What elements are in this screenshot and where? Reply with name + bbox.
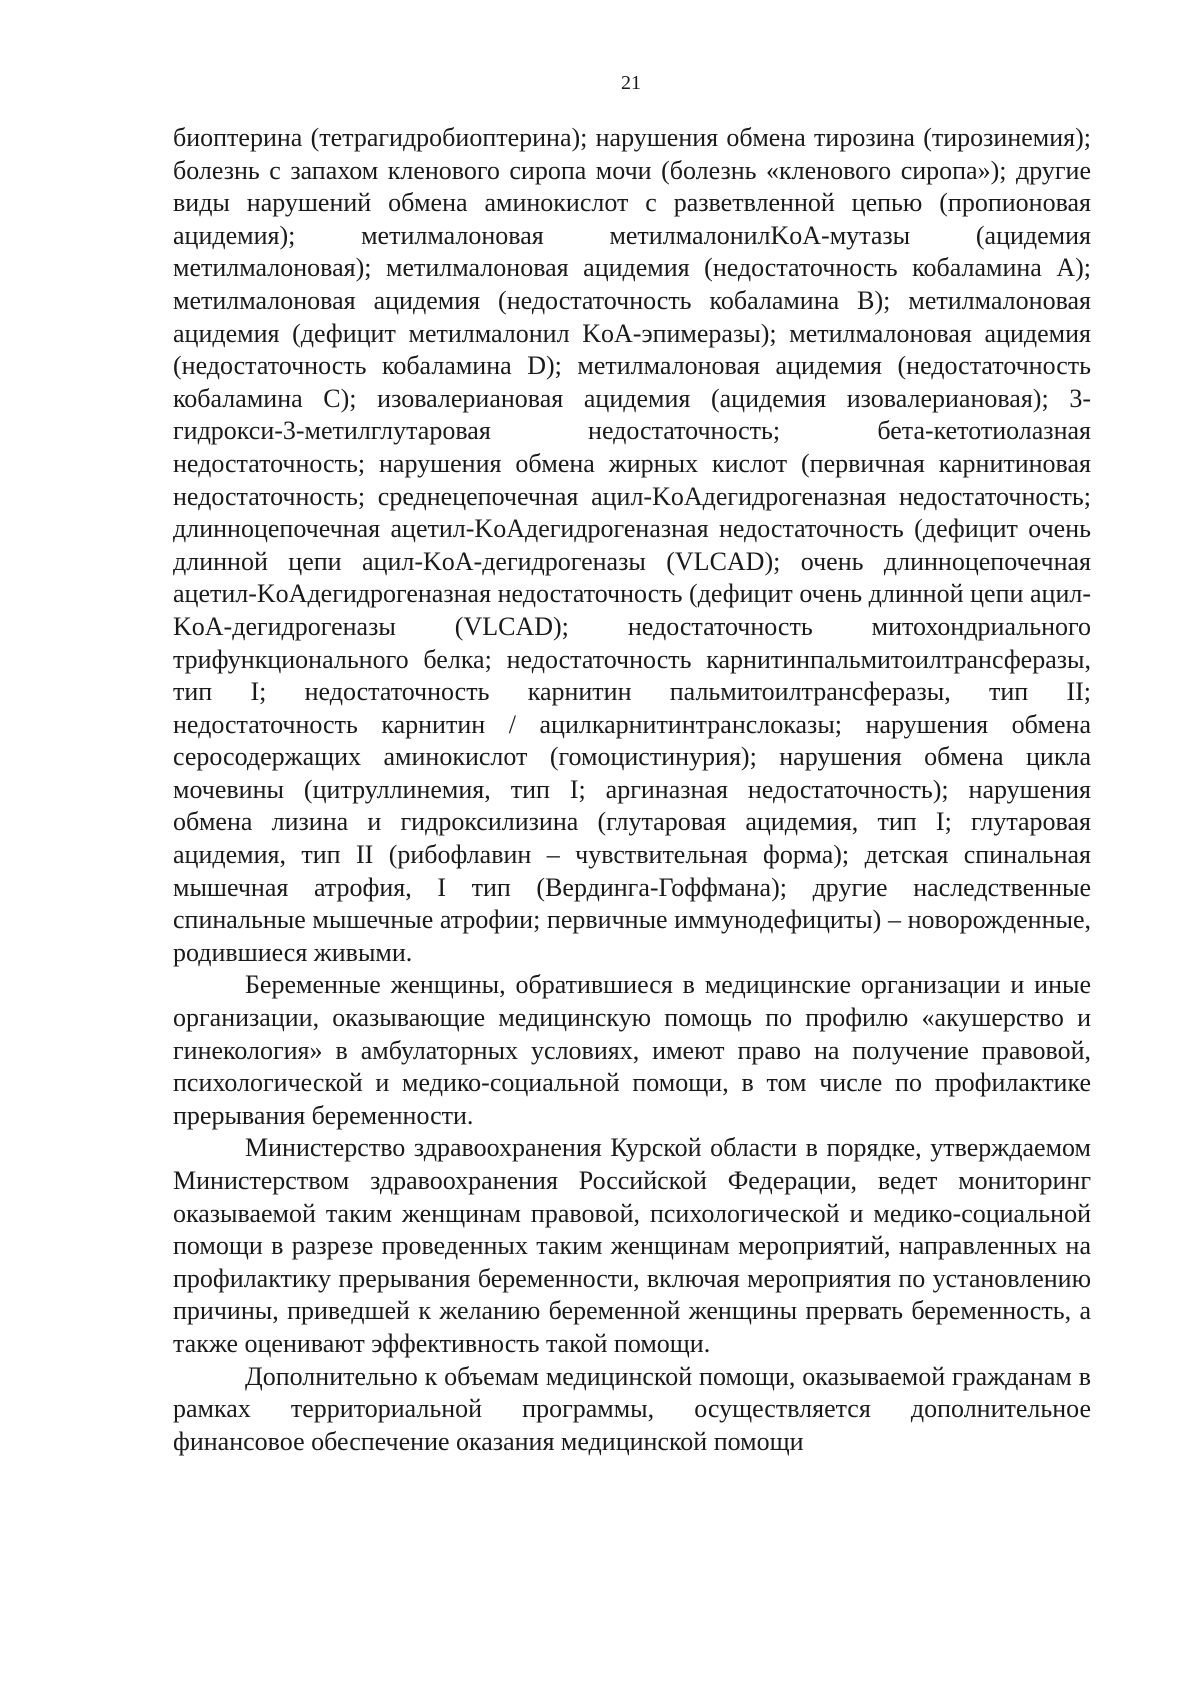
paragraph-pregnant-women: Беременные женщины, обратившиеся в медицинские организации и иные организации, оказывающие медицинскую помощь по профилю «акушерство и гинекология» в амбулаторных условиях, имеют право на получение правовой, психологической и медико-социальной помощи, в том числе по профилактике прерывания беременности. (173, 970, 1091, 1130)
paragraph-ministry-monitoring: Министерство здравоохранения Курской области в порядке, утверждаемом Министерством здравоохранения Российской Федерации, ведет мониторинг оказываемой таким женщинам правовой, психологической и медико-социальной помощи в разрезе проведенных таким женщинам мероприятий, направленных на профилактику прерывания беременности, включая мероприятия по установлению причины, приведшей к желанию беременной женщины прервать беременность, а также оценивают эффективность такой помощи. (173, 1133, 1091, 1358)
page-number: 21 (621, 72, 641, 94)
paragraph-additional-funding: Дополнительно к объемам медицинской помощи, оказываемой гражданам в рамках территориальной программы, осуществляется дополнительное финансовое обеспечение оказания медицинской помощи (173, 1361, 1091, 1456)
paragraph-continuation: биоптерина (тетрагидробиоптерина); нарушения обмена тирозина (тирозинемия); болезнь с запахом кленового сиропа мочи (болезнь «кленового сиропа»); другие виды нарушений обмена аминокислот с разветвленной цепью (пропионовая ацидемия); метилмалоновая метилмалонилKoA-мутазы (ацидемия метилмалоновая); метилмалоновая ацидемия (недостаточность кобаламина A); метилмалоновая ацидемия (недостаточность кобаламина B); метилмалоновая ацидемия (дефицит метилмалонил KoA-эпимеразы); метилмалоновая ацидемия (недостаточность кобаламина D); метилмалоновая ацидемия (недостаточность кобаламина C); изовалериановая ацидемия (ацидемия изовалериановая); 3-гидрокси-3-метилглутаровая недостаточность; бета-кетотиолазная недостаточность; нарушения обмена жирных кислот (первичная карнитиновая недостаточность; среднецепочечная ацил-KoAдегидрогеназная недостаточность; длинноцепочечная ацетил-KoAдегидрогеназная недостаточность (дефицит очень длинной цепи ацил-KoA-дегидрогеназы (VLCAD); очень длинноцепочечная ацетил-KoAдегидрогеназная недостаточность (дефицит очень длинной цепи ацил-KoA-дегидрогеназы (VLCAD); недостаточность митохондриального трифункционального белка; недостаточность карнитинпальмитоилтрансферазы, тип I; недостаточность карнитин пальмитоилтрансферазы, тип II; недостаточность карнитин / ацилкарнитинтранслоказы; нарушения обмена серосодержащих аминокислот (гомоцистинурия); нарушения обмена цикла мочевины (цитруллинемия, тип I; аргиназная недостаточность); нарушения обмена лизина и гидроксилизина (глутаровая ацидемия, тип I; глутаровая ацидемия, тип II (рибофлавин – чувствительная форма); детская спинальная мышечная атрофия, I тип (Вердинга-Гоффмана); другие наследственные спинальные мышечные атрофии; первичные иммунодефициты) – новорожденные, родившиеся живыми. (173, 123, 1091, 967)
document-body (173, 122, 1091, 1458)
